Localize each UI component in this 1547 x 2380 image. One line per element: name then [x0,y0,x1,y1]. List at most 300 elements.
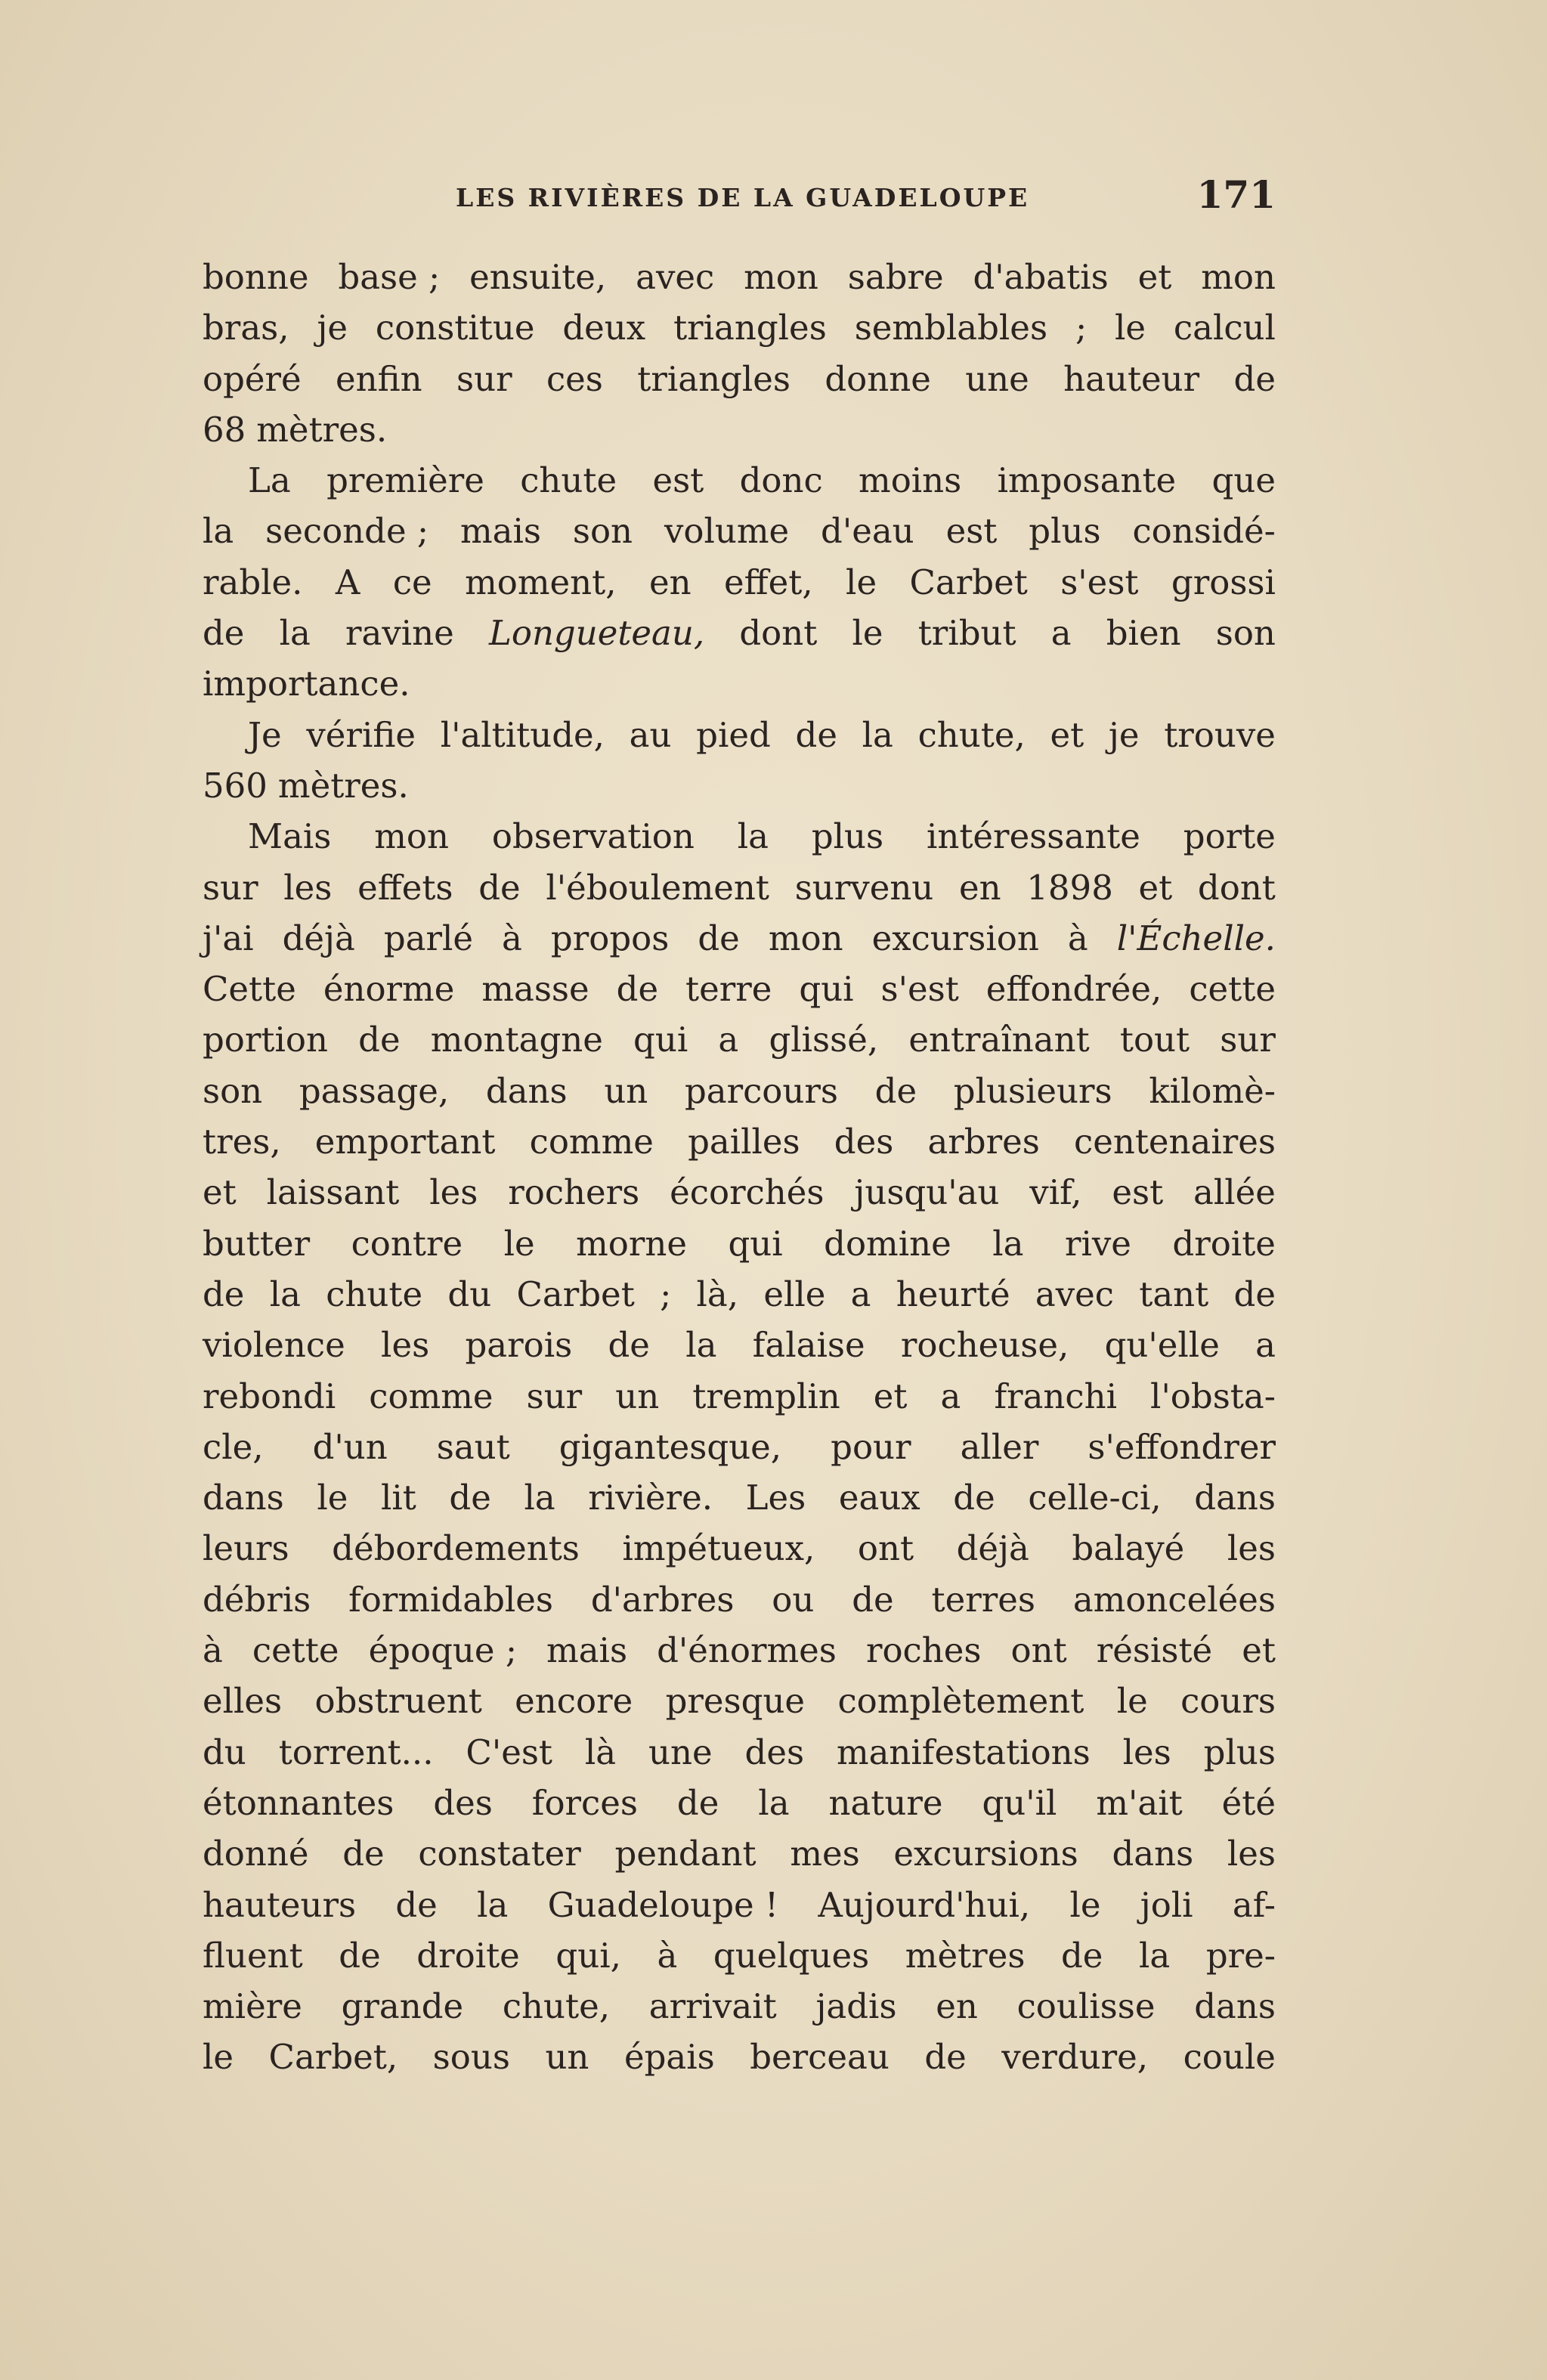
word: importance. [203,664,410,704]
word: une [648,1732,713,1772]
word: une [965,358,1029,399]
word: coulisse [1016,1986,1156,2027]
word: énorme [323,969,455,1010]
word: le [1115,308,1146,348]
word: morne [576,1223,687,1264]
word: étonnantes [203,1782,394,1823]
word: pendant [614,1834,756,1874]
word: de [358,1020,401,1060]
word: moins [859,460,962,501]
word: mon [744,257,818,297]
text-line [203,557,1276,608]
text-line [203,302,1276,353]
text-line [203,1778,1276,1828]
word: donne [825,358,931,399]
word: triangles [637,358,791,399]
word: de [203,613,245,654]
word: là [584,1732,617,1772]
word: enfin [336,358,422,399]
word: je [1108,714,1140,755]
word: chute [326,1274,423,1314]
word: mètres. [277,765,409,806]
word: forces [531,1782,638,1823]
word: ensuite, [469,257,607,297]
word: rive [1064,1223,1131,1264]
word: de [795,714,837,755]
word: des [744,1732,805,1772]
word: franchi [994,1376,1117,1416]
word: que [1211,460,1276,501]
word: droite [1172,1223,1276,1264]
word: a [718,1020,739,1060]
body-text [203,252,1276,2083]
word: considé- [1132,511,1276,552]
word: opéré [203,358,302,399]
word: dans [1112,1834,1194,1874]
word: vérifie [306,714,416,755]
word: l'obsta- [1150,1376,1276,1416]
word: leurs [203,1528,289,1569]
word: de [608,1325,650,1366]
text-line [203,1320,1276,1370]
word: un [604,1070,648,1111]
word: est [652,460,704,501]
word: le [852,613,883,654]
word: comme [529,1122,654,1162]
word: rochers [508,1172,640,1213]
word: son [203,1070,263,1111]
word: entraînant [908,1020,1090,1060]
word: s'est [1060,562,1139,602]
word: de [924,2037,967,2078]
word: tribut [917,613,1016,654]
word: pailles [688,1122,800,1162]
word: 68 [203,409,246,450]
word: dans [1194,1986,1276,2027]
word: Carbet, [268,2037,398,2078]
word: est [945,511,998,552]
word: de [342,1834,385,1874]
word: elles [203,1681,283,1722]
word: dans [1194,1478,1276,1518]
word: le [203,2037,234,2078]
word: déjà [282,918,355,958]
word: Cette [203,969,296,1010]
word: terres [931,1579,1035,1620]
word: pre- [1205,1935,1276,1976]
word: mes [790,1834,860,1874]
word: celle-ci, [1028,1478,1162,1518]
word: de [616,969,659,1010]
text-line [203,658,1276,709]
word: ont [857,1528,914,1569]
text-line [203,2032,1276,2082]
word: excursion [871,918,1039,958]
word: le [1069,1884,1101,1925]
word: et [1050,714,1084,755]
word: eaux [838,1478,920,1518]
word: jusqu'au [854,1172,1000,1213]
word: le [503,1223,535,1264]
word: première [326,460,484,501]
word: débordements [332,1528,580,1569]
word: tremplin [692,1376,840,1416]
word: glissé, [769,1020,879,1060]
word: mon [374,816,450,857]
word: des [834,1122,894,1162]
word: effets [357,867,453,908]
word: déjà [956,1528,1029,1569]
word: de [1233,358,1276,399]
word: aller [960,1426,1039,1467]
word: sur [1220,1020,1276,1060]
word: obstruent [314,1681,482,1722]
word: qui [799,969,854,1010]
word: j'ai [203,918,254,958]
word: épais [623,2037,715,2078]
word: balayé [1072,1528,1185,1569]
word: heurté [896,1274,1010,1314]
word: coule [1183,2037,1276,2078]
word: ; [660,1274,672,1314]
word: pied [696,714,771,755]
word: qui, [555,1935,621,1976]
word: le [317,1478,348,1518]
word: chute [520,460,617,501]
word: au [629,714,672,755]
word: excursions [893,1834,1078,1874]
word: mière [203,1986,302,2027]
text-line [203,1371,1276,1422]
word: montagne [430,1020,603,1060]
word: chute, [917,714,1026,755]
text-line [203,1880,1276,1930]
word: comme [369,1376,493,1416]
word: Aujourd'hui, [818,1884,1031,1925]
text-line [203,1676,1276,1726]
word: plus [1029,511,1101,552]
word: avec [636,257,715,297]
word: observation [491,816,695,857]
word: de [676,1782,719,1823]
word: plus [1203,1732,1276,1772]
word: de [203,1274,245,1314]
word: mon [768,918,843,958]
text-line [203,608,1276,658]
word: terre [685,969,772,1010]
word: fluent [203,1935,303,1976]
text-line [203,1167,1276,1218]
word: plus [811,816,884,857]
text-line [203,455,1276,506]
word: presque [665,1681,806,1722]
word: la [269,1274,301,1314]
word: emportant [314,1122,496,1162]
word: tout [1119,1020,1190,1060]
word: tant [1139,1274,1209,1314]
word: de [478,867,521,908]
word: centenaires [1074,1122,1276,1162]
word: rocheuse, [900,1325,1069,1366]
word: la [279,613,311,654]
word: les [1122,1732,1171,1772]
word: allée [1193,1172,1276,1213]
word: Mais [248,816,332,857]
word: constater [418,1834,581,1874]
text-line [203,913,1276,964]
word: saut [436,1426,510,1467]
word: à [203,1630,223,1671]
word: verdure, [1001,2037,1149,2078]
word: Je [248,714,282,755]
word: cours [1180,1681,1276,1722]
word: mètres. [256,409,388,450]
word: la [1139,1935,1171,1976]
word: cette [252,1630,339,1671]
word: portion [203,1020,328,1060]
text-line [203,1828,1276,1879]
word: l'Échelle. [1116,918,1276,958]
word: la [862,714,893,755]
word: droite [416,1935,520,1976]
word: s'effondrer [1088,1426,1276,1467]
word: lit [380,1478,416,1518]
word: gigantesque, [558,1426,782,1467]
text-line [203,1727,1276,1778]
word: af- [1232,1884,1276,1925]
word: qui [728,1223,783,1264]
word: jadis [815,1986,897,2027]
word: de [339,1935,381,1976]
word: a [1255,1325,1276,1366]
word: Carbet [516,1274,635,1314]
word: elle [763,1274,826,1314]
word: encore [515,1681,633,1722]
word: et [1138,867,1173,908]
word: et [1137,257,1172,297]
word: d'un [312,1426,388,1467]
text-line [203,811,1276,862]
word: en [648,562,692,602]
word: rivière. [588,1478,713,1518]
word: C'est [466,1732,552,1772]
word: je [317,308,348,348]
word: des [433,1782,493,1823]
text-line [203,760,1276,811]
word: roches [865,1630,982,1671]
word: Guadeloupe ! [547,1884,779,1925]
word: qu'il [982,1782,1057,1823]
word: la [737,816,769,857]
word: domine [824,1223,951,1264]
text-line [203,1523,1276,1574]
word: seconde ; [265,511,429,552]
word: arrivait [648,1986,777,2027]
text-line [203,506,1276,556]
word: l'altitude, [440,714,605,755]
word: triangles [673,308,827,348]
word: passage, [299,1070,450,1111]
word: arbres [927,1122,1040,1162]
text-line [203,1625,1276,1676]
word: hauteur [1063,358,1200,399]
word: d'arbres [590,1579,735,1620]
word: qu'elle [1104,1325,1220,1366]
text-line [203,1422,1276,1472]
word: les [381,1325,430,1366]
word: ou [772,1579,815,1620]
word: là, [696,1274,739,1314]
word: le [1116,1681,1148,1722]
word: mais [459,511,541,552]
word: en [958,867,1001,908]
word: s'est [880,969,959,1010]
word: rable. [203,562,303,602]
text-line [203,1574,1276,1625]
text-line [203,1930,1276,1981]
word: de [395,1884,438,1925]
word: et [873,1376,908,1416]
word: pour [831,1426,911,1467]
word: les [1227,1834,1276,1874]
word: donné [203,1834,309,1874]
word: amoncelées [1072,1579,1276,1620]
word: base ; [338,257,441,297]
word: 1898 [1026,867,1113,908]
word: cle, [203,1426,264,1467]
word: Les [745,1478,806,1518]
word: chute, [502,1986,611,2027]
word: d'énormes [657,1630,837,1671]
word: un [545,2037,589,2078]
word: dont [739,613,818,654]
word: dans [203,1478,284,1518]
word: kilomè- [1149,1070,1276,1111]
word: la [203,511,234,552]
word: ces [546,358,603,399]
text-line [203,1218,1276,1269]
word: impétueux, [622,1528,815,1569]
word: écorchés [670,1172,825,1213]
word: a [850,1274,871,1314]
word: de [953,1478,995,1518]
word: calcul [1173,308,1276,348]
word: a [1050,613,1072,654]
word: parlé [383,918,473,958]
text-line [203,404,1276,455]
word: effet, [724,562,813,602]
word: butter [203,1223,311,1264]
word: berceau [750,2037,890,2078]
word: est [1112,1172,1164,1213]
word: les [1227,1528,1276,1569]
word: de [874,1070,917,1111]
word: d'abatis [973,257,1109,297]
word: mètres [905,1935,1026,1976]
word: le [846,562,877,602]
text-line [203,1269,1276,1320]
text-line [203,1981,1276,2032]
word: 560 [203,765,268,806]
word: sur [456,358,512,399]
word: formidables [348,1579,553,1620]
word: donc [739,460,823,501]
text-line [203,1014,1276,1065]
text-line [203,1472,1276,1523]
word: grossi [1171,562,1276,602]
word: grande [341,1986,464,2027]
word: son [1215,613,1276,654]
word: m'ait [1096,1782,1183,1823]
word: quelques [713,1935,870,1976]
text-line [203,354,1276,404]
word: de [698,918,740,958]
word: contre [351,1223,463,1264]
word: de [1061,1935,1103,1976]
word: La [248,460,291,501]
word: sabre [847,257,944,297]
word: bonne [203,257,309,297]
page-header [203,172,1276,225]
word: parcours [684,1070,838,1111]
word: l'éboulement [546,867,769,908]
word: plusieurs [953,1070,1112,1111]
word: en [936,1986,978,2027]
word: bien [1106,613,1181,654]
word: ; [1075,308,1088,348]
word: résisté [1096,1630,1213,1671]
word: violence [203,1325,345,1366]
text-line [203,1116,1276,1167]
word: de [449,1478,491,1518]
text-line [203,1066,1276,1116]
word: intéressante [926,816,1140,857]
word: sur [203,867,258,908]
word: débris [203,1579,311,1620]
word: la [992,1223,1024,1264]
word: qui [633,1020,688,1060]
word: la [685,1325,717,1366]
word: ont [1010,1630,1067,1671]
word: été [1221,1782,1276,1823]
word: hauteurs [203,1884,357,1925]
word: dont [1197,867,1276,908]
word: propos [550,918,670,958]
word: mais [546,1630,628,1671]
word: ravine [345,613,454,654]
word: torrent... [278,1732,434,1772]
word: volume [664,511,790,552]
word: masse [481,969,589,1010]
running-title: LES RIVIÈRES DE LA GUADELOUPE [456,183,1030,212]
word: la [477,1884,509,1925]
text-line [203,252,1276,302]
word: constitue [375,308,535,348]
word: sous [432,2037,510,2078]
text-line [203,964,1276,1014]
word: moment, [465,562,617,602]
word: semblables [854,308,1048,348]
word: Carbet [909,562,1028,602]
word: et [1242,1630,1276,1671]
word: du [447,1274,492,1314]
word: trouve [1164,714,1276,755]
word: joli [1140,1884,1193,1925]
word: vif, [1029,1172,1082,1213]
word: rebondi [203,1376,336,1416]
text-line [203,710,1276,760]
word: la [524,1478,555,1518]
